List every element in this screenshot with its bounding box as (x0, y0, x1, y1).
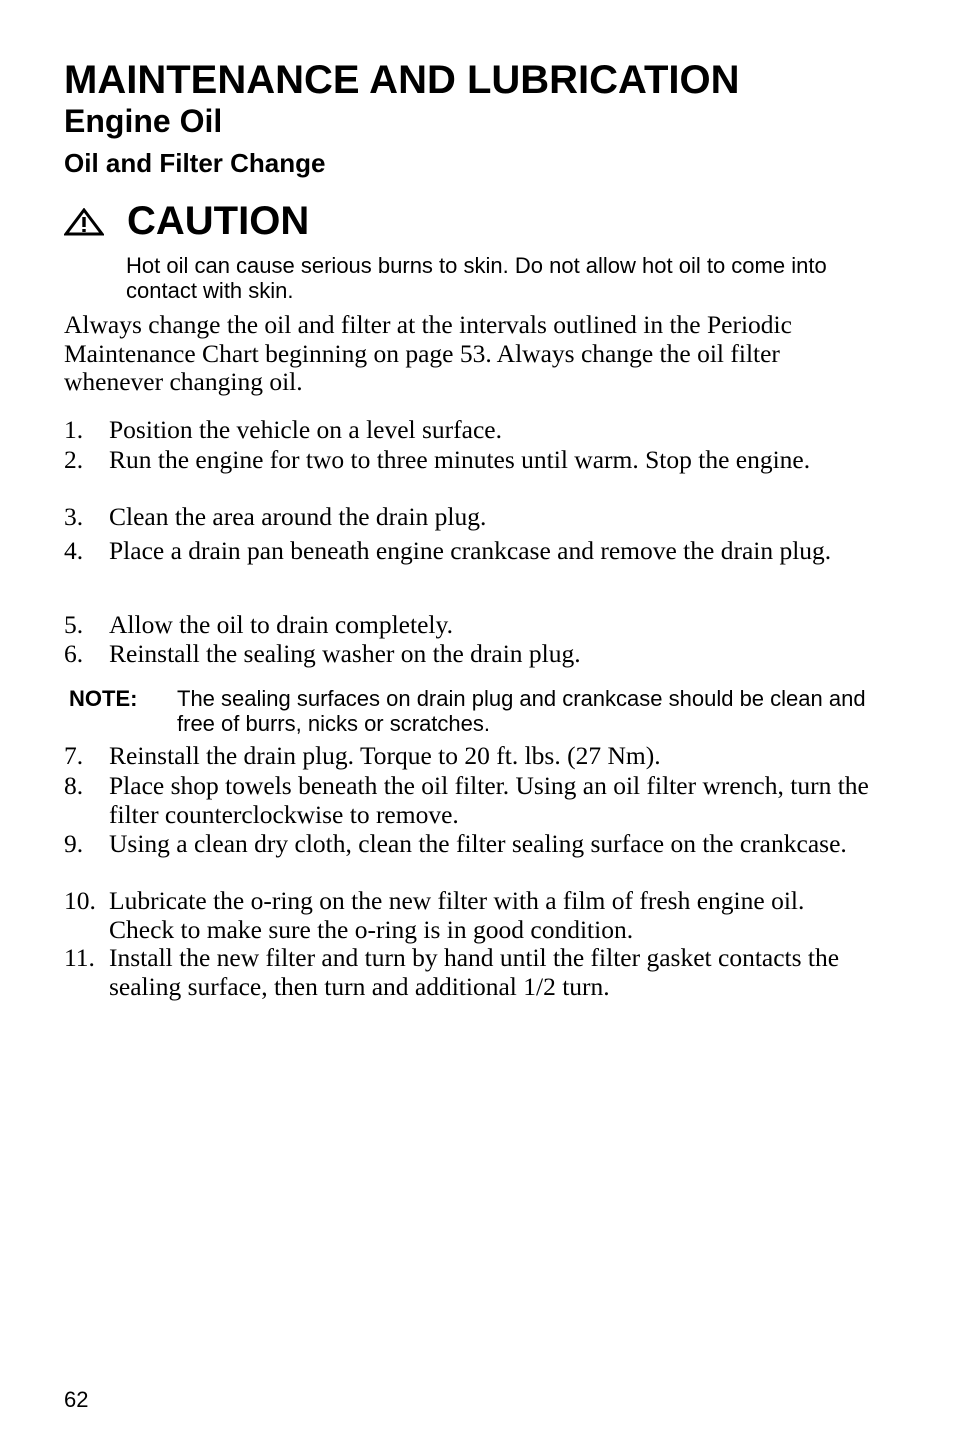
step-number: 10. (64, 886, 96, 915)
step-text: Lubricate the o-ring on the new filter with a film of fresh engine oil. Check to make sure the o-ring is in good condition. (109, 886, 805, 944)
step-number: 3. (64, 502, 84, 531)
step-text: Place a drain pan beneath engine crankcase and remove the drain plug. (109, 536, 832, 565)
step-text: Reinstall the sealing washer on the drain plug. (109, 639, 581, 668)
step-number: 9. (64, 829, 84, 858)
step-text: Place shop towels beneath the oil filter. Using an oil filter wrench, turn the filter counterclockwise to remove. (109, 771, 869, 829)
note-text: The sealing surfaces on drain plug and crankcase should be clean and free of burrs, nicks or scratches. (177, 686, 866, 736)
warning-triangle-icon (64, 208, 104, 236)
step-text: Clean the area around the drain plug. (109, 502, 487, 531)
step-text: Reinstall the drain plug. Torque to 20 ft. lbs. (27 Nm). (109, 741, 661, 770)
step-number: 5. (64, 610, 84, 639)
step-number: 7. (64, 741, 84, 770)
intro-paragraph: Always change the oil and filter at the intervals outlined in the Periodic Maintenance Chart beginning on page 53. Always change the oil filter whenever changing oil. (64, 310, 792, 396)
step-number: 4. (64, 536, 84, 565)
step-text: Install the new filter and turn by hand until the filter gasket contacts the sealing surface, then turn and additional 1/2 turn. (109, 943, 840, 1001)
subsection-title: Oil and Filter Change (64, 148, 326, 178)
page-title: MAINTENANCE AND LUBRICATION (64, 58, 740, 102)
step-number: 2. (64, 445, 84, 474)
step-text: Run the engine for two to three minutes until warm. Stop the engine. (109, 445, 811, 474)
page-number: 62 (64, 1387, 89, 1412)
step-number: 11. (64, 943, 95, 972)
section-title: Engine Oil (64, 103, 223, 139)
step-text: Using a clean dry cloth, clean the filter sealing surface on the crankcase. (109, 829, 847, 858)
caution-text: Hot oil can cause serious burns to skin. Do not allow hot oil to come into contact with skin. (126, 253, 827, 303)
step-number: 1. (64, 415, 84, 444)
step-text: Position the vehicle on a level surface. (109, 415, 502, 444)
caution-heading: CAUTION (127, 199, 310, 243)
step-text: Allow the oil to drain completely. (109, 610, 453, 639)
step-number: 8. (64, 771, 84, 800)
step-number: 6. (64, 639, 84, 668)
note-label: NOTE: (69, 686, 138, 711)
